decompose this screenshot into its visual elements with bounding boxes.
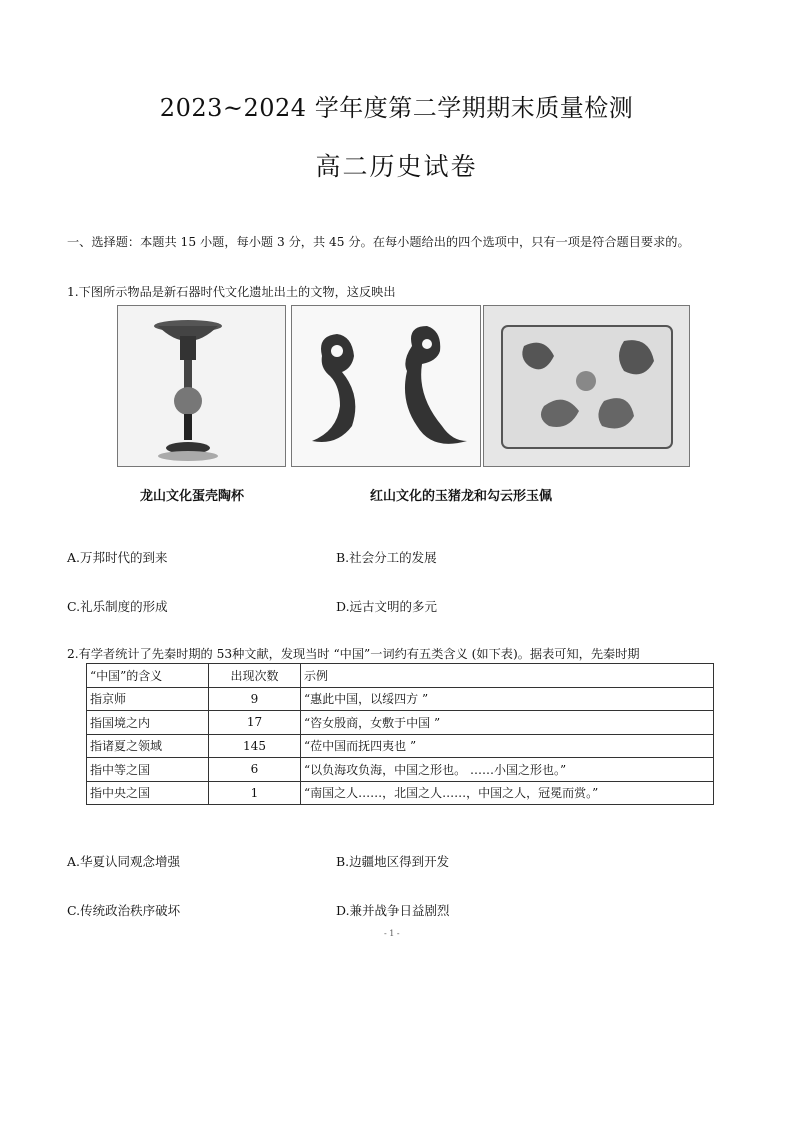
q2-option-b[interactable]: B.边疆地区得到开发 (336, 854, 450, 869)
example-cell: “咨女殷商，女敷于中国 ” (301, 711, 714, 735)
header-meaning: “中国”的含义 (87, 664, 209, 688)
table-row (87, 711, 714, 735)
exam-subtitle: 高二历史试卷 (315, 152, 478, 181)
example-cell: “以负海攻负海，中国之形也。 ……小国之形也。” (301, 758, 714, 782)
jade-pig-dragon-photo (291, 305, 481, 467)
example-cell: “南国之人……，北国之人……，中国之人，冠冕而赏。” (301, 781, 714, 805)
count-cell: 145 (209, 734, 301, 758)
q1-option-d[interactable]: D.远古文明的多元 (336, 599, 438, 614)
q2-option-c[interactable]: C.传统政治秩序破坏 (67, 903, 181, 918)
q1-caption-left: 龙山文化蛋壳陶杯 (140, 489, 245, 504)
count-cell: 9 (209, 687, 301, 711)
header-example: 示例 (301, 664, 714, 688)
section-instructions: 一、选择题：本题共 15 小题，每小题 3 分，共 45 分。在每小题给出的四个选项中，只有一项是符合题目要求的。 (67, 235, 690, 249)
table-header-row (87, 664, 714, 688)
q2-option-a[interactable]: A.华夏认同观念增强 (67, 854, 181, 869)
jade-pig-dragon-illustration (292, 306, 480, 466)
header-count: 出现次数 (209, 664, 301, 688)
q1-option-a[interactable]: A.万邦时代的到来 (67, 550, 168, 565)
q2-stem: 2.有学者统计了先秦时期的 53种文献，发现当时 “中国”一词约有五类含义 (如下表)。据表可知，先秦时期 (67, 647, 640, 661)
meaning-cell: 指中央之国 (87, 781, 209, 805)
q1-caption-right: 红山文化的玉猪龙和勾云形玉佩 (370, 489, 553, 504)
page-number: - 1 - (384, 929, 400, 938)
q1-option-c[interactable]: C.礼乐制度的形成 (67, 599, 168, 614)
count-cell: 17 (209, 711, 301, 735)
q1-stem: 1.下图所示物品是新石器时代文化遗址出土的文物，这反映出 (67, 285, 396, 299)
table-row (87, 781, 714, 805)
exam-title: 2023~2024 学年度第二学期期末质量检测 (159, 94, 634, 122)
eggshell-cup-illustration (118, 306, 285, 466)
cloud-jade-pendant-illustration (484, 306, 689, 466)
q2-table (86, 663, 714, 805)
q1-option-b[interactable]: B.社会分工的发展 (336, 550, 437, 565)
example-cell: “莅中国而抚四夷也 ” (301, 734, 714, 758)
eggshell-cup-photo (117, 305, 286, 467)
meaning-cell: 指中等之国 (87, 758, 209, 782)
meaning-cell: 指诸夏之领域 (87, 734, 209, 758)
example-cell: “惠此中国，以绥四方 ” (301, 687, 714, 711)
count-cell: 6 (209, 758, 301, 782)
q2-option-d[interactable]: D.兼并战争日益剧烈 (336, 903, 450, 918)
table-row (87, 758, 714, 782)
count-cell: 1 (209, 781, 301, 805)
table-row (87, 734, 714, 758)
meaning-cell: 指国境之内 (87, 711, 209, 735)
table-row (87, 687, 714, 711)
cloud-jade-pendant-photo (483, 305, 690, 467)
meaning-cell: 指京师 (87, 687, 209, 711)
